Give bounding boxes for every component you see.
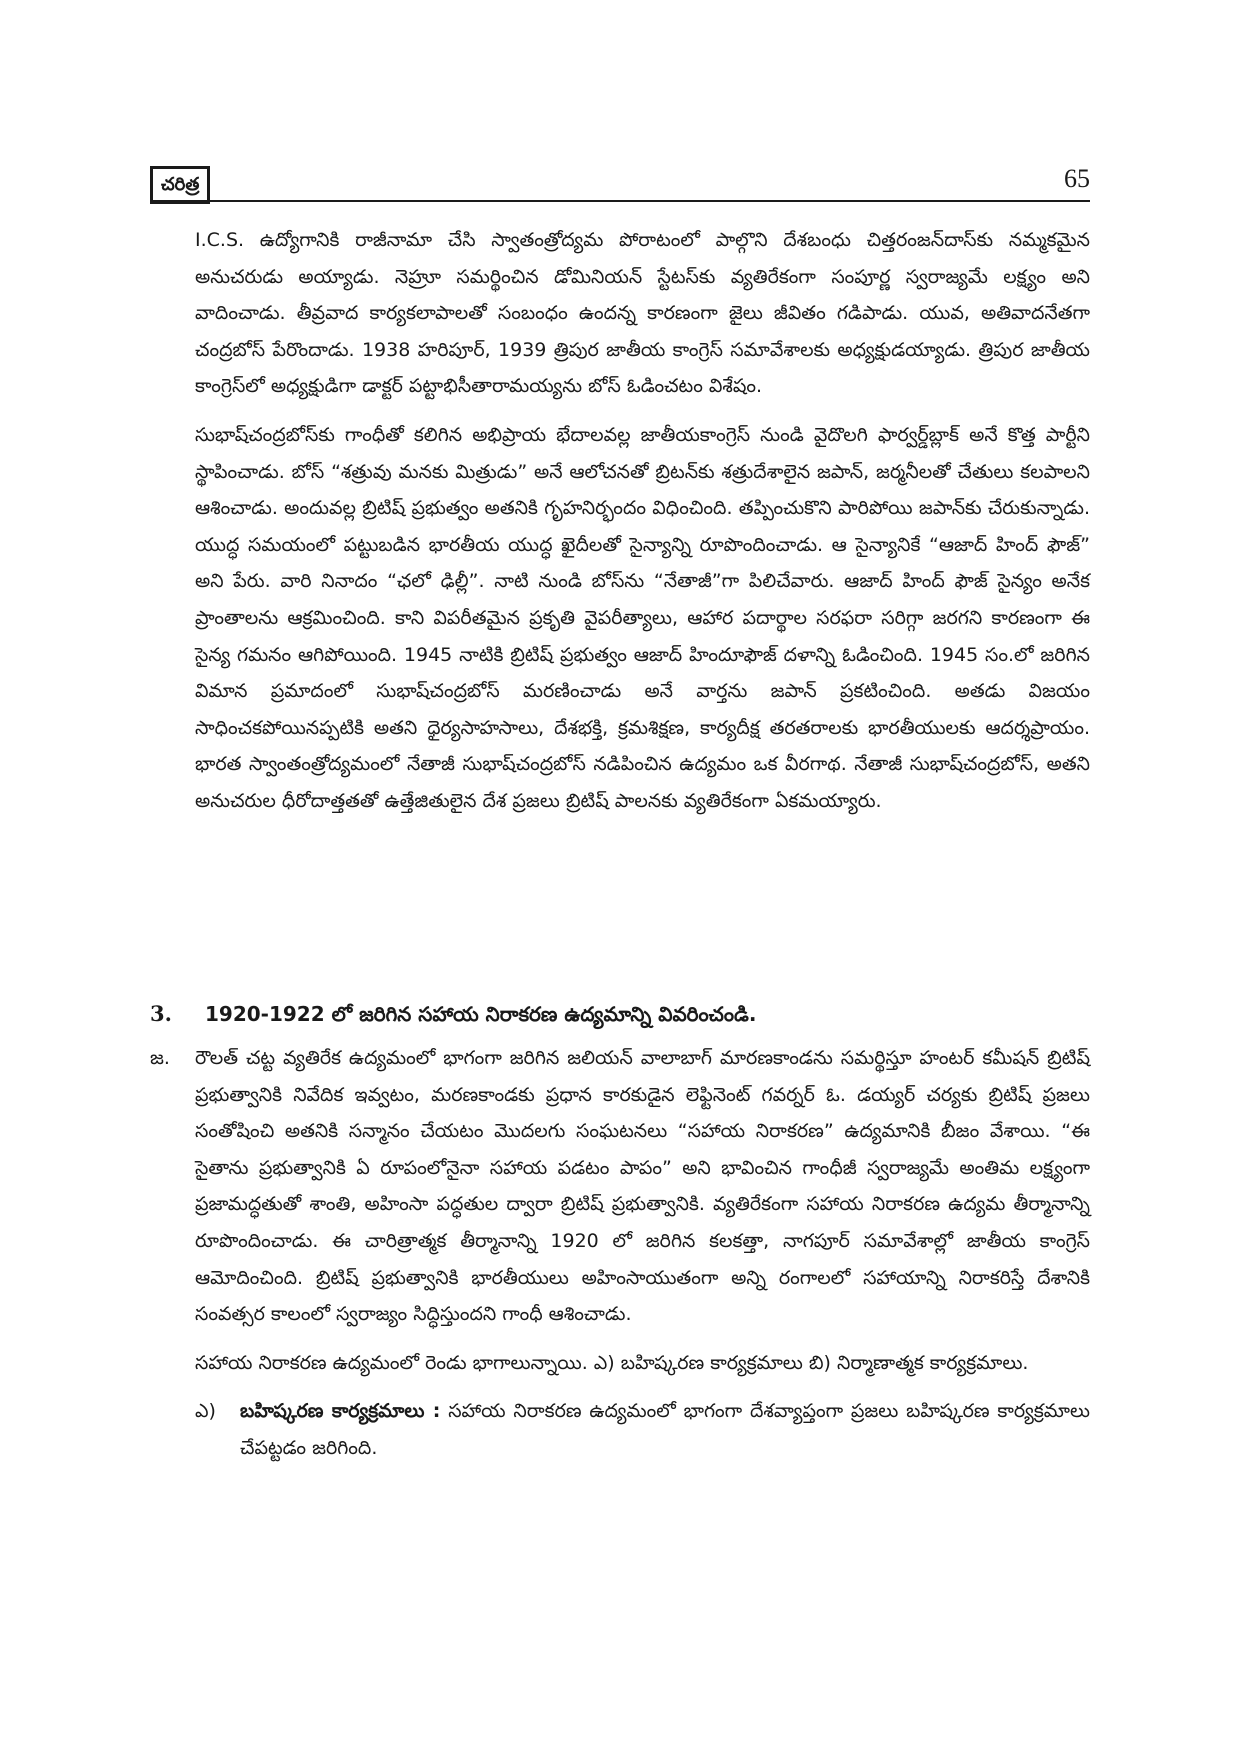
sub-item-text: సహాయ నిరాకరణ ఉద్యమంలో భాగంగా దేశవ్యాప్తంగా ప్రజలు బహిష్కరణ కార్యక్రమాలు చేపట్టడం జరిగింది. — [240, 1400, 1090, 1459]
page-header — [150, 160, 1090, 202]
question — [150, 996, 1090, 1032]
answer-body — [195, 1040, 1090, 1467]
header-rule — [150, 200, 1090, 202]
answer — [150, 1040, 1090, 1467]
intro-section — [195, 222, 1090, 820]
question-text: 1920-1922 లో జరిగిన సహాయ నిరాకరణ ఉద్యమాన్ని వివరించండి. — [205, 1002, 757, 1026]
subject-label: చరిత్ర — [150, 166, 210, 204]
paragraph: రౌలత్ చట్ట వ్యతిరేక ఉద్యమంలో భాగంగా జరిగిన జలియన్ వాలాబాగ్ మారణకాండను సమర్థిస్తూ హంటర్ కమీషన్ బ్రిటిష్ ప్రభుత్వానికి నివేదిక ఇవ్వటం, మరణకాండకు ప్రధాన కారకుడైన లెఫ్టినెంట్ గవర్నర్ ఓ. డయ్యర్ చర్యకు బ్రిటిష్ ప్రజలు సంతోషించి అతనికి సన్మానం చేయటం మొదలగు సంఘటనలు “సహాయ నిరాకరణ” ఉద్యమానికి బీజం వేశాయి. “ఈ సైతాను ప్రభుత్వానికి ఏ రూపంలోనైనా సహాయ పడటం పాపం” అని భావించిన గాంధీజీ స్వరాజ్యమే అంతిమ లక్ష్యంగా ప్రజామద్ధతుతో శాంతి, అహింసా పద్ధతుల ద్వారా బ్రిటిష్ ప్రభుత్వానికి. వ్యతిరేకంగా సహాయ నిరాకరణ ఉద్యమ తీర్మానాన్ని రూపొందించాడు. ఈ చారిత్రాత్మక తీర్మానాన్ని 1920 లో జరిగిన కలకత్తా, నాగపూర్ సమావేశాల్లో జాతీయ కాంగ్రెస్ ఆమోదించింది. బ్రిటిష్ ప్రభుత్వానికి భారతీయులు అహింసాయుతంగా అన్ని రంగాలలో సహాయాన్ని నిరాకరిస్తే దేశానికి సంవత్సర కాలంలో స్వరాజ్యం సిద్ధిస్తుందని గాంధీ ఆశించాడు. — [195, 1047, 1090, 1326]
question-number: 3. — [150, 1001, 172, 1026]
sub-item-title: బహిష్కరణ కార్యక్రమాలు : — [240, 1400, 441, 1423]
answer-mark: జ. — [150, 1047, 170, 1069]
paragraph: సుభాష్‌చంద్రబోస్‌కు గాంధీతో కలిగిన అభిప్రాయ భేదాలవల్ల జాతీయకాంగ్రెస్ నుండి వైదొలగి ఫార్వర్డ్‌బ్లాక్ అనే కొత్త పార్టీని స్థాపించాడు. బోస్ “శత్రువు మనకు మిత్రుడు” అనే ఆలోచనతో బ్రిటన్‌కు శత్రుదేశాలైన జపాన్, జర్మనీలతో చేతులు కలపాలని ఆశించాడు. అందువల్ల బ్రిటిష్ ప్రభుత్వం అతనికి గృహనిర్భందం విధించింది. తప్పించుకొని పారిపోయి జపాన్‌కు చేరుకున్నాడు. యుద్ధ సమయంలో పట్టుబడిన భారతీయ యుద్ధ ఖైదీలతో సైన్యాన్ని రూపొందించాడు. ఆ సైన్యానికే “ఆజాద్ హింద్ ఫౌజ్” అని పేరు. వారి నినాదం “ఛలో ఢిల్లీ”. నాటి నుండి బోస్‌ను “నేతాజీ”గా పిలిచేవారు. ఆజాద్ హింద్ ఫౌజ్ సైన్యం అనేక ప్రాంతాలను ఆక్రమించింది. కాని విపరీతమైన ప్రకృతి వైపరీత్యాలు, ఆహార పదార్థాల సరఫరా సరిగ్గా జరగని కారణంగా ఈ సైన్య గమనం ఆగిపోయింది. 1945 నాటికి బ్రిటిష్ ప్రభుత్వం ఆజాద్ హిందూఫౌజ్ దళాన్ని ఓడించింది. 1945 సం.లో జరిగిన విమాన ప్రమాదంలో సుభాష్‌చంద్రబోస్ మరణించాడు అనే వార్తను జపాన్ ప్రకటించింది. అతడు విజయం సాధించకపోయినప్పటికి అతని ధైర్యసాహసాలు, దేశభక్తి, క్రమశిక్షణ, కార్యదీక్ష తరతరాలకు భారతీయులకు ఆదర్శప్రాయం. భారత స్వాంతంత్రోద్యమంలో నేతాజీ సుభాష్‌చంద్రబోస్ నడిపించిన ఉద్యమం ఒక వీరగాథ. నేతాజీ సుభాష్‌చంద్రబోస్, అతని అనుచరుల ధీరోదాత్తతతో ఉత్తేజితులైన దేశ ప్రజలు బ్రిటిష్ పాలనకు వ్యతిరేకంగా ఏకమయ్యారు. — [195, 423, 1090, 812]
paragraph: సహాయ నిరాకరణ ఉద్యమంలో రెండు భాగాలున్నాయి. ఎ) బహిష్కరణ కార్యక్రమాలు బి) నిర్మాణాత్మక కార్యక్రమాలు. — [195, 1351, 1029, 1374]
sub-item-mark: ఎ) — [195, 1400, 216, 1423]
paragraph: I.C.S. ఉద్యోగానికి రాజీనామా చేసి స్వాతంత్రోద్యమ పోరాటంలో పాల్గొని దేశబంధు చిత్తరంజన్‌దాస్‌కు నమ్మకమైన అనుచరుడు అయ్యాడు. నెహ్రూ సమర్థించిన డోమినియన్ స్టేటస్‌కు వ్యతిరేకంగా సంపూర్ణ స్వరాజ్యమే లక్ష్యం అని వాదించాడు. తీవ్రవాద కార్యకలాపాలతో సంబంధం ఉందన్న కారణంగా జైలు జీవితం గడిపాడు. యువ, అతివాదనేతగా చంద్రబోస్ పేరొందాడు. 1938 హరిపూర్, 1939 త్రిపుర జాతీయ కాంగ్రెస్ సమావేశాలకు అధ్యక్షుడయ్యాడు. త్రిపుర జాతీయ కాంగ్రెస్‌లో అధ్యక్షుడిగా డాక్టర్ పట్టాభిసీతారామయ్యను బోస్ ఓడించటం విశేషం. — [195, 229, 1090, 398]
sub-item-body — [240, 1393, 1090, 1466]
page-number: 65 — [1064, 164, 1090, 193]
sub-item — [195, 1393, 1090, 1466]
